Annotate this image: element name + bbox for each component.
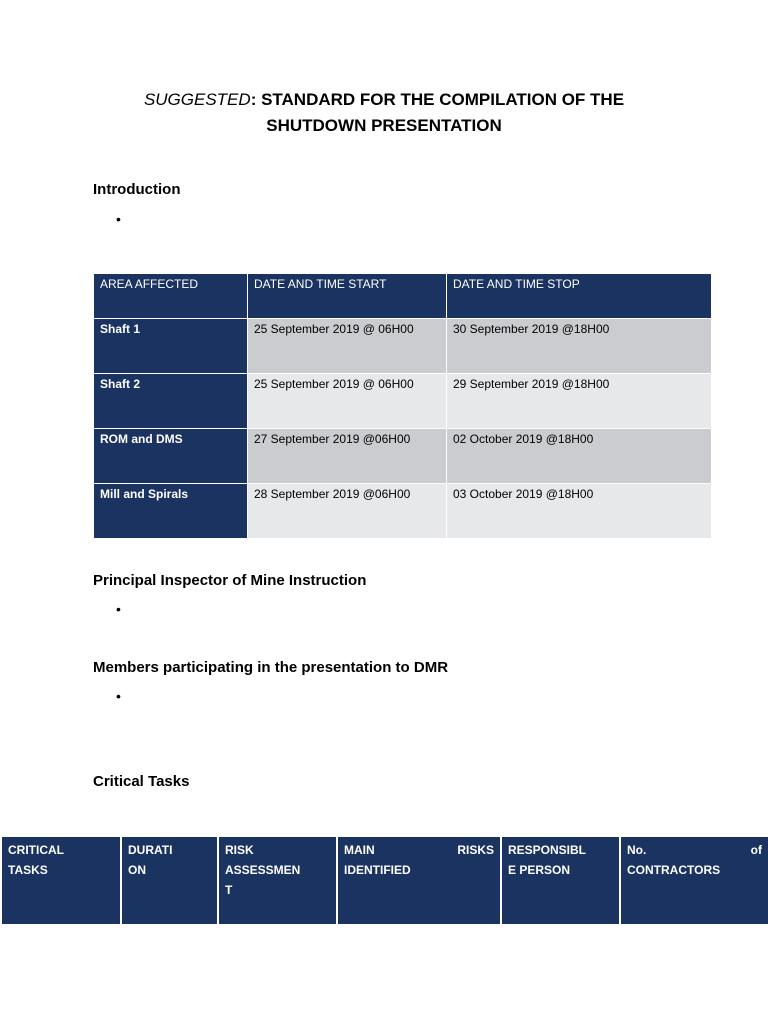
header-text: of: [750, 843, 762, 857]
cell-area: Shaft 1: [94, 319, 248, 374]
title-line-2: SHUTDOWN PRESENTATION: [266, 116, 502, 135]
header-responsible-person: [501, 836, 620, 925]
heading-members: Members participating in the presentation to DMR: [93, 659, 449, 676]
header-date-stop: DATE AND TIME STOP: [447, 274, 712, 319]
header-line: [344, 840, 494, 860]
cell-area: ROM and DMS: [94, 429, 248, 484]
cell-area: Mill and Spirals: [94, 484, 248, 539]
header-text: RESPONSIBL: [508, 843, 587, 857]
header-text: RISK: [225, 843, 254, 857]
cell-start: 27 September 2019 @06H00: [248, 429, 447, 484]
cell-stop: 30 September 2019 @18H00: [447, 319, 712, 374]
cell-start: 28 September 2019 @06H00: [248, 484, 447, 539]
title-rest: : STANDARD FOR THE COMPILATION OF THE: [250, 90, 625, 109]
title-line-1: [0, 87, 768, 113]
header-text: IDENTIFIED: [344, 863, 411, 877]
cell-stop: 03 October 2019 @18H00: [447, 484, 712, 539]
title-suggested: SUGGESTED: [143, 90, 251, 109]
header-text: E PERSON: [508, 863, 571, 877]
header-text: DURATI: [128, 843, 173, 857]
document-title: [0, 87, 768, 139]
bullet-members: •: [116, 688, 121, 704]
header-critical-tasks: [1, 836, 121, 925]
heading-introduction: Introduction: [93, 181, 181, 198]
table-row: [94, 429, 712, 484]
header-text: CONTRACTORS: [627, 863, 721, 877]
header-text: MAIN: [344, 843, 375, 857]
shutdown-table: [93, 273, 712, 539]
header-line: [627, 840, 762, 860]
bullet-principal-inspector: •: [116, 601, 121, 617]
header-text: T: [225, 883, 233, 897]
header-text: ASSESSMEN: [225, 863, 301, 877]
header-risk-assessment: [218, 836, 337, 925]
table-row: [94, 484, 712, 539]
header-main-risks: [337, 836, 501, 925]
critical-tasks-table: [0, 835, 768, 926]
header-text: CRITICAL: [8, 843, 64, 857]
table-row: [94, 374, 712, 429]
cell-stop: 02 October 2019 @18H00: [447, 429, 712, 484]
heading-critical-tasks: Critical Tasks: [93, 773, 190, 790]
cell-start: 25 September 2019 @ 06H00: [248, 319, 447, 374]
header-duration: [121, 836, 218, 925]
header-area-affected: AREA AFFECTED: [94, 274, 248, 319]
cell-stop: 29 September 2019 @18H00: [447, 374, 712, 429]
table-row: [94, 319, 712, 374]
header-text: TASKS: [8, 863, 48, 877]
header-date-start: DATE AND TIME START: [248, 274, 447, 319]
header-text: ON: [128, 863, 146, 877]
cell-start: 25 September 2019 @ 06H00: [248, 374, 447, 429]
cell-area: Shaft 2: [94, 374, 248, 429]
bullet-introduction: •: [116, 211, 121, 227]
header-text: No.: [627, 843, 647, 857]
shutdown-table-header: [94, 274, 712, 319]
heading-principal-inspector: Principal Inspector of Mine Instruction: [93, 572, 367, 589]
header-text: RISKS: [457, 843, 494, 857]
header-contractors: [620, 836, 768, 925]
critical-tasks-header: [1, 836, 768, 925]
